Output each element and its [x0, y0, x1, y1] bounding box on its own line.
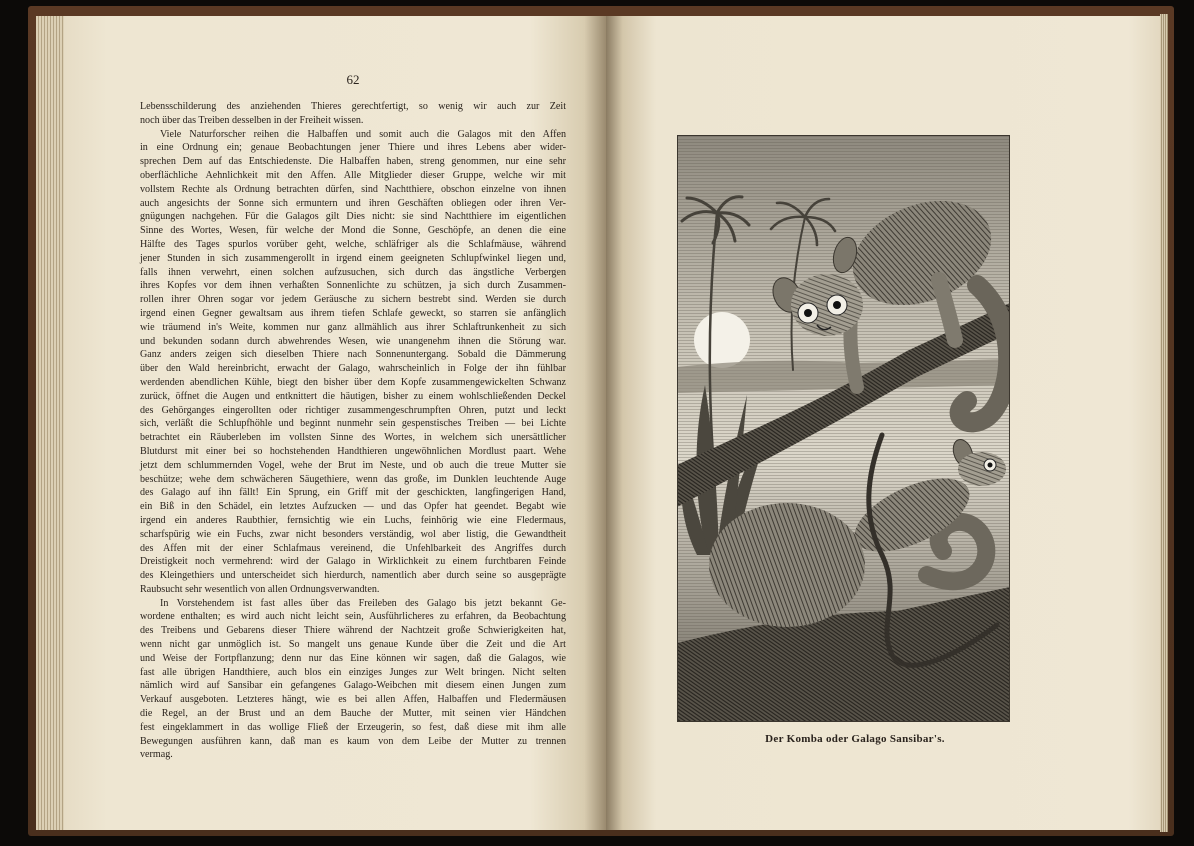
text-line: die Regel, an der Brust und an dem Bauche der Mutter, mit seinen vier Händchen	[140, 708, 566, 720]
paragraph	[140, 597, 566, 763]
text-line: wenn nicht gar unmöglich ist. So mangelt uns genaue Kunde über die Zeit und die Art	[140, 639, 566, 651]
text-line: betrachtet ein Räuberleben im vollsten Sinne des Wortes, in welchem sich unersättlicher	[140, 432, 566, 444]
paragraph	[140, 100, 566, 128]
text-line: gnügungen nachgehen. Für die Galagos gilt Dies nicht: sie sind Nachtthiere im eigentlichen	[140, 211, 566, 223]
text-line: rollen ihrer Ohren sogar vor jedem Geräusche zu sichern bestrebt sind. Werden sie durch	[140, 294, 566, 306]
page-stack-edges-left	[36, 16, 66, 830]
text-line: falls ihnen verwehrt, einen solchen aufzusuchen, sich durch das ängstliche Verbergen	[140, 266, 566, 278]
text-line: vollstem Rechte als Ordnung betrachten dürfen, sind Nachtthiere, obschon einzelne von ihnen	[140, 183, 566, 195]
text-line: fast alle übrigen Handthiere, auch blos ein einziges Junges zur Welt bringen. Nicht selten	[140, 666, 566, 678]
moon	[694, 312, 750, 368]
galago-engraving	[677, 135, 1010, 722]
text-line: Dreistigkeit noch vermehrend: wird der Galago in Wirklichkeit zu einem furchtbaren Feinde	[140, 556, 566, 568]
text-line: auch angesichts der Sonne sich ermuntern und ihren Geschäften obliegen oder ihren Ver-	[140, 197, 566, 209]
text-line: Sinne des Wortes, Wesen, für welche der Mond die Sonne, Geschöpfe, an denen die eine	[140, 225, 566, 237]
text-line: Blutdurst mit einer bei so hochstehenden Handthieren ungewöhnlichen Mordlust paart. Wehe	[140, 445, 566, 457]
text-line: oberflächliche Aehnlichkeit mit den Affen. Alle Mitglieder dieser Gruppe, welche wir mit	[140, 169, 566, 181]
text-line: In Vorstehendem ist fast alles über das Freileben des Galago bis jetzt bekannt Ge-	[160, 597, 566, 609]
illustration-caption: Der Komba oder Galago Sansibar's.	[765, 733, 945, 745]
text-line: beschütze; wehe dem schwächeren Säugethiere, wenn das große, im Dunklen leuchtende Auge	[140, 473, 566, 485]
text-line: Raubsucht sehr wesentlich von allen Ordnungsverwandten.	[140, 583, 380, 595]
text-line: des Kleingethiers und unterscheidet sich hierdurch, namentlich aber durch seine so ausgeprägte	[140, 570, 566, 582]
text-line: des Galago auf ihn fällt! Ein Sprung, ein Griff mit der geschickten, langfingerigen Hand,	[140, 487, 566, 499]
text-line: jener Stunden in sich zusammengerollt in irgend einem geeigneten Schlupfwinkel liegen und,	[140, 252, 566, 264]
text-line: zurück, öffnet die Augen und entknittert die häutigen, bisher zu einem wohlschließenden Deckel	[140, 390, 566, 402]
text-line: ein Biß in den Schädel, ein letztes Aufzucken — und das Opfer hat geendet. Begabt wie	[140, 501, 566, 513]
head	[958, 452, 1006, 486]
text-line: des Gehörganges eingerollten oder richtiger zusammengeschrumpften Ohren, putzt und leckt	[140, 404, 566, 416]
text-line: jetzt dem schlummernden Vogel, wehe der Brut im Neste, und ob auch die treue Mutter sie	[140, 459, 566, 471]
text-line: Ganz anders zeigen sich dieselben Thiere nach Sonnenuntergang. Sobald die Dämmerung	[140, 349, 566, 361]
text-line: in eine Ordnung ein; genaue Beobachtungen jener Thiere und ihres Lebens aber wider-	[140, 142, 566, 154]
text-line: wordene enthalten; es wird auch nicht leicht sein, Ausführlicheres zu erfahren, da Beobachtung	[140, 611, 566, 623]
paragraph	[140, 128, 566, 597]
text-line: Viele Naturforscher reihen die Halbaffen und somit auch die Galagos mit den Affen	[160, 128, 566, 140]
text-line: vermag.	[140, 749, 173, 761]
text-line: sich, verläßt die Schlupfhöhle und beginnt nunmehr sein gespenstisches Treiben — bei Lichte	[140, 418, 566, 430]
text-line: noch über das Treiben desselben in der Freiheit wissen.	[140, 114, 364, 126]
text-line: fest eingeklammert in das wollige Fließ der Erzeugerin, so fest, daß diese mit ihm alle	[140, 721, 566, 733]
text-line: des Treibens und Gebarens dieser Thiere während der Nachtzeit große Schwierigkeiten hat,	[140, 625, 566, 637]
text-line: nämlich wird auf Sansibar ein gefangenes Galago-Weibchen mit diesem einen Jungen zum	[140, 680, 566, 692]
text-line: scharfspürig wie ein Fuchs, zwar nicht besonders verständig, wol aber listig, die Gewandtheit	[140, 528, 566, 540]
page-stack-edges-right	[1160, 14, 1168, 832]
body	[709, 503, 865, 627]
text-line: Verkauf ausgeboten. Letzteres hängt, wie es bei allen Affen, Halbaffen und Fledermäusen	[140, 694, 566, 706]
text-line: Lebensschilderung des anziehenden Thieres gerechtfertigt, so wenig wir auch zur Zeit	[140, 101, 566, 112]
text-line: werdenden abendlichen Kühle, biegt den bisher über dem Kopfe zusammengewickelten Schwanz	[140, 376, 566, 388]
page-number: 62	[346, 72, 360, 87]
text-line: ihres Kopfes vor dem ihnen verhaßten Sonnenlichte zu schützen, ja sich durch Zusammen-	[140, 280, 566, 292]
text-line: irgend ein anderes Raubthier, fernsichtig wie ein Luchs, feinhörig wie eine Fledermaus,	[140, 514, 566, 526]
text-line: wie träumend in's Weite, kommen nur ganz allmählich aus ihrer Schlaftrunkenheit zu sich	[140, 321, 566, 333]
text-line: sprechen Dem auf das Entschiedenste. Die Halbaffen haben, streng genommen, nur eine sehr	[140, 156, 566, 168]
text-line: Hälfte des Tages spurlos vorüber geht, welche, schläfriger als die Schlafmäuse, während	[140, 238, 566, 250]
text-line: und Weise der Fortpflanzung; denn nur das Eine können wir sagen, daß die Galagos, wie	[140, 652, 566, 664]
body-text	[140, 100, 566, 762]
text-line: und bekunden sodann durch abwehrendes Wesen, wie unangenehm ihnen die Störung war.	[140, 335, 566, 347]
text-line: irgend einen Gegner gewaltsam aus ihrem tiefen Schlafe geweckt, so starren sie anfänglich	[140, 307, 566, 319]
engraving-illustration	[677, 135, 1010, 722]
text-line: des Affen mit der einer Schlafmaus vereinend, die Unfehlbarkeit des Angriffes durch	[140, 542, 566, 554]
text-line: über den Wald hereinbricht, erwacht der Galago, wahrscheinlich in Folge der ihn fühlbar	[140, 363, 566, 375]
text-line: Bewegungen ausführen kann, daß man es kaum von dem Leibe der Mutter zu trennen	[140, 735, 566, 747]
